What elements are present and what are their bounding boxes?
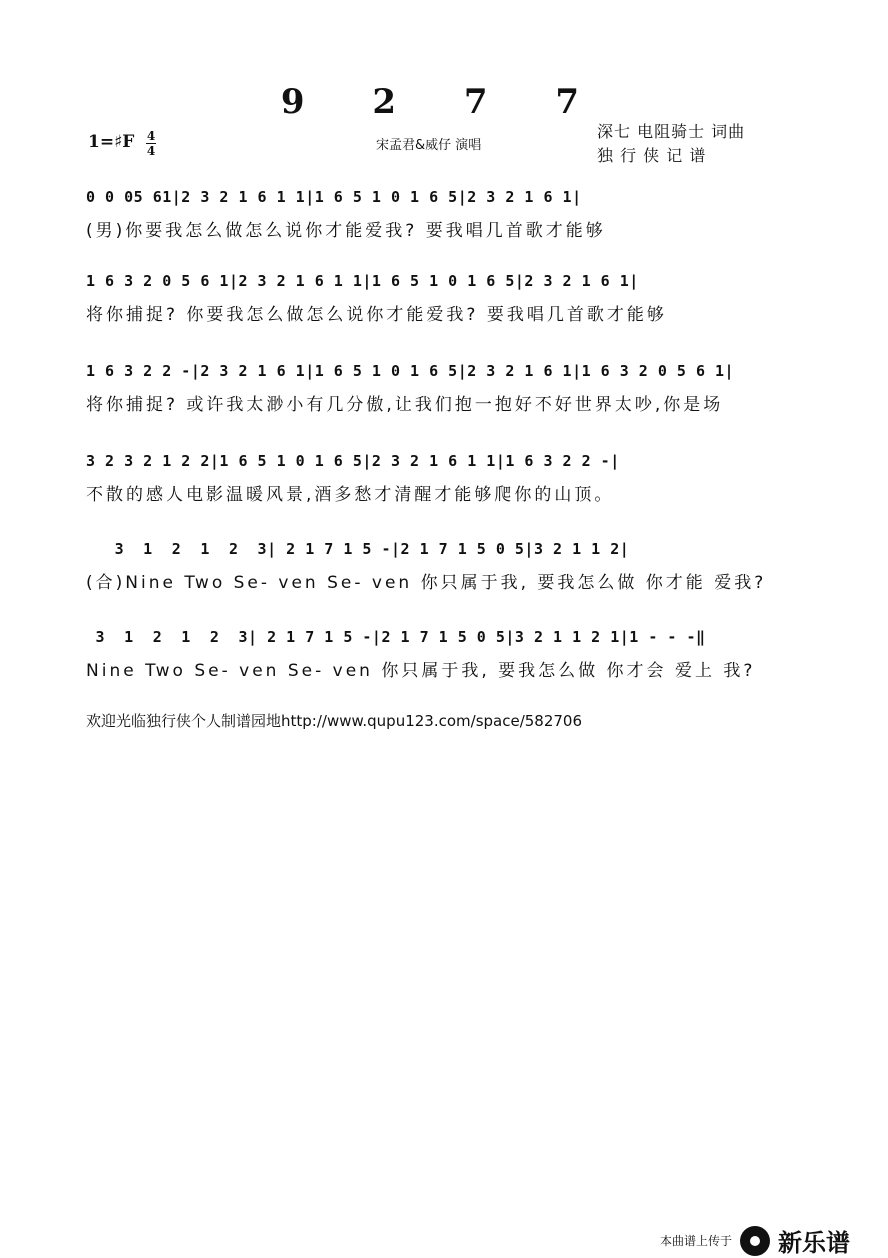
score-line-2-lyrics: 将你捕捉? 你要我怎么做怎么说你才能爱我? 要我唱几首歌才能够 (86, 305, 667, 325)
score-line-6-lyrics: Nine Two Se- ven Se- ven 你只属于我, 要我怎么做 你才会 爱上 我? (86, 661, 756, 681)
score-line-5-lyrics: (合)Nine Two Se- ven Se- ven 你只属于我, 要我怎么做 你才能 爱我? (86, 573, 767, 593)
composer-credit: 深七 电阻骑士 词曲 (597, 122, 746, 141)
song-title: 9 2 7 7 (280, 82, 608, 122)
website-link[interactable]: 欢迎光临独行侠个人制谱园地http://www.qupu123.com/space/582706 (86, 712, 583, 730)
score-line-1-notes: 0 0 05 61|2 3 2 1 6 1 1|1 6 5 1 0 1 6 5|2 3 2 1 6 1| (86, 188, 582, 206)
time-bottom: 4 (146, 144, 156, 158)
score-line-4-lyrics: 不散的感人电影温暖风景,酒多愁才清醒才能够爬你的山顶。 (86, 485, 615, 505)
score-line-5-notes: 3 1 2 1 2 3| 2 1 7 1 5 -|2 1 7 1 5 0 5|3 2 1 1 2| (86, 540, 630, 558)
time-top: 4 (146, 129, 156, 143)
score-line-4-notes: 3 2 3 2 1 2 2|1 6 5 1 0 1 6 5|2 3 2 1 6 1 1|1 6 3 2 2 -| (86, 452, 620, 470)
score-line-3-notes: 1 6 3 2 2 -|2 3 2 1 6 1|1 6 5 1 0 1 6 5|2 3 2 1 6 1|1 6 3 2 0 5 6 1| (86, 362, 735, 380)
score-line-1-lyrics: (男)你要我怎么做怎么说你才能爱我? 要我唱几首歌才能够 (86, 221, 606, 241)
score-line-2-notes: 1 6 3 2 0 5 6 1|2 3 2 1 6 1 1|1 6 5 1 0 1 6 5|2 3 2 1 6 1| (86, 272, 639, 290)
time-signature (146, 130, 156, 157)
score-line-3-lyrics: 将你捕捉? 或许我太渺小有几分傲,让我们抱一抱好不好世界太吵,你是场 (86, 395, 724, 415)
singers-credit: 宋孟君&威仔 演唱 (376, 138, 482, 153)
record-logo-icon (740, 1226, 770, 1256)
credits (597, 120, 745, 168)
upload-badge (660, 1223, 850, 1258)
score-line-6-notes: 3 1 2 1 2 3| 2 1 7 1 5 -|2 1 7 1 5 0 5|3 2 1 1 2 1|1 - - -‖ (86, 628, 706, 646)
transcriber-credit: 独 行 侠 记 谱 (597, 146, 707, 165)
upload-text: 本曲谱上传于 (660, 1234, 733, 1248)
key-signature: 1=♯F (88, 132, 135, 152)
site-logo-text: 新乐谱 (778, 1230, 851, 1257)
